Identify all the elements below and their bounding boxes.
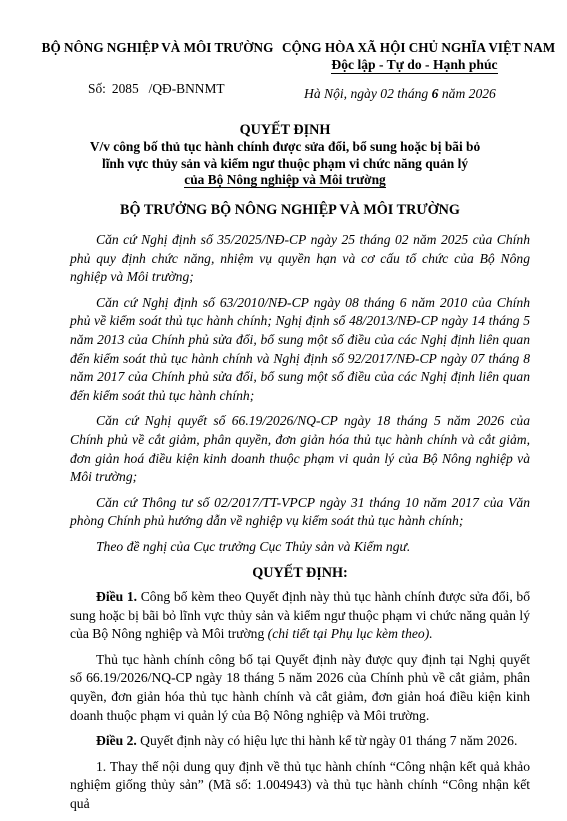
decision-heading: QUYẾT ĐỊNH: bbox=[252, 564, 348, 581]
national-header bbox=[282, 40, 556, 73]
proposal-line: Theo đề nghị của Cục trưởng Cục Thủy sản và Kiểm ngư. bbox=[96, 538, 411, 554]
legal-basis-2: Căn cứ Nghị định số 63/2010/NĐ-CP ngày 08 tháng 6 năm 2010 của Chính phủ về kiểm soát thủ tục hành chính; Nghị định số 48/2013/NĐ-CP ngày 14 tháng 5 năm 2013 của Chính phủ sửa đổi, bổ sung một số điều của các Nghị định liên quan đến kiểm soát thủ tục hành chính và Nghị định số 92/2017/NĐ-CP ngày 07 tháng 8 năm 2017 của Chính phủ sửa đổi, bổ sung một số điều của các Nghị định liên quan đến kiểm soát thủ tục hành chính; bbox=[70, 294, 530, 403]
country-name: CỘNG HÒA XÃ HỘI CHỦ NGHĨA VIỆT NAM bbox=[282, 40, 556, 55]
article-2: Điều 2. Quyết định này có hiệu lực thi hành kể từ ngày 01 tháng 7 năm 2026. bbox=[96, 733, 518, 749]
document-title bbox=[60, 122, 510, 188]
document-body bbox=[70, 231, 530, 821]
issuer-title: BỘ TRƯỞNG BỘ NÔNG NGHIỆP VÀ MÔI TRƯỜNG bbox=[120, 202, 460, 218]
article-1: Điều 1. Công bố kèm theo Quyết định này thủ tục hành chính được sửa đổi, bổ sung hoặc bị bãi bỏ lĩnh vực thủy sản và kiểm ngư thuộc phạm vi chức năng quản lý của Bộ Nông nghiệp và Môi trường (chi tiết tại Phụ lục kèm theo). bbox=[70, 589, 531, 642]
title-line-1: V/v công bố thủ tục hành chính được sửa đổi, bổ sung hoặc bị bãi bỏ bbox=[89, 139, 481, 155]
legal-basis-3: Căn cứ Nghị quyết số 66.19/2026/NQ-CP ngày 18 tháng 5 năm 2026 của Chính phủ về cắt giảm, phân quyền, đơn giản hóa thủ tục hành chính và cắt giảm, đơn giản hoá điều kiện kinh doanh thuộc phạm vi quản lý của Bộ Nông nghiệp và Môi trường; bbox=[70, 413, 530, 485]
title-line-2: lĩnh vực thủy sản và kiểm ngư thuộc phạm vi chức năng quản lý bbox=[101, 155, 469, 171]
national-motto: Độc lập - Tự do - Hạnh phúc bbox=[331, 57, 498, 72]
document-type: QUYẾT ĐỊNH bbox=[239, 122, 331, 138]
article-2-item-1: 1. Thay thế nội dung quy định về thủ tục hành chính “Công nhận kết quả khảo nghiệm giống thủy sản” (Mã số: 1.004943) và thủ tục hành chính “Công nhận kết quả bbox=[70, 758, 530, 812]
place-and-date: Hà Nội, ngày 02 tháng 6 năm 2026 bbox=[304, 86, 496, 101]
article-1-paragraph-2: Thủ tục hành chính công bố tại Quyết định này được quy định tại Nghị quyết số 66.19/2026/NQ-CP ngày 18 tháng 5 năm 2026 của Chính phủ về cắt giảm, phân quyền, đơn giản hóa thủ tục hành chính và cắt giảm, đơn giản hoá điều kiện kinh doanh thuộc phạm vi quản lý của Bộ Nông nghiệp và Môi trường. bbox=[70, 651, 530, 723]
legal-basis-4: Căn cứ Thông tư số 02/2017/TT-VPCP ngày 31 tháng 10 năm 2017 của Văn phòng Chính phủ hướng dẫn về nghiệp vụ kiểm soát thủ tục hành chính; bbox=[70, 494, 530, 529]
title-line-3: của Bộ Nông nghiệp và Môi trường bbox=[184, 171, 386, 187]
document-number: Số: 2085 /QĐ-BNNMT bbox=[88, 81, 225, 96]
month-value: 6 bbox=[431, 86, 439, 101]
legal-basis-1: Căn cứ Nghị định số 35/2025/NĐ-CP ngày 25 tháng 02 năm 2025 của Chính phủ quy định chức năng, nhiệm vụ quyền hạn và cơ cấu tổ chức của Bộ Nông nghiệp và Môi trường; bbox=[70, 232, 530, 285]
issuing-agency: BỘ NÔNG NGHIỆP VÀ MÔI TRƯỜNG bbox=[41, 40, 274, 55]
